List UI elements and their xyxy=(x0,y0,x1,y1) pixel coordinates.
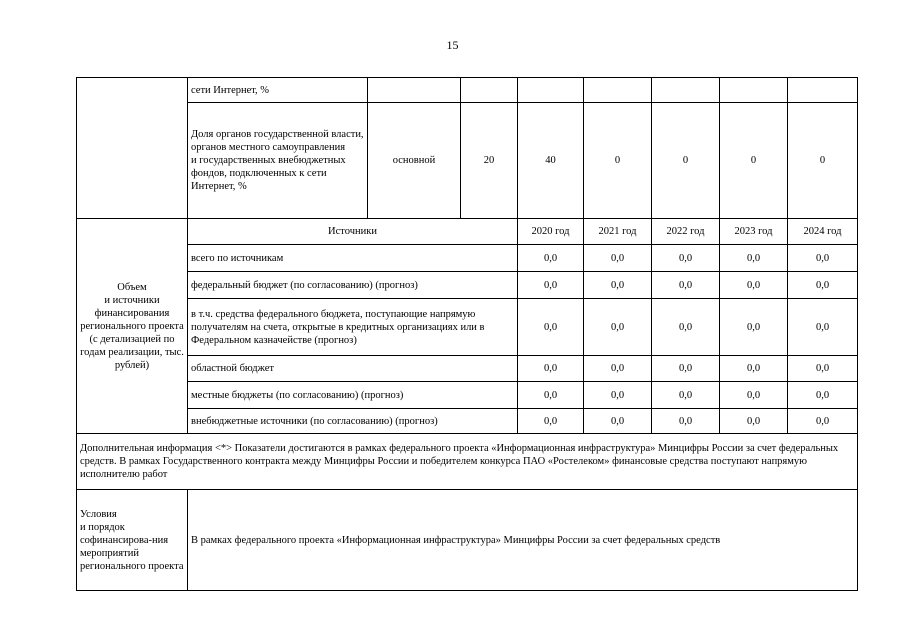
source-name: федеральный бюджет (по согласованию) (прогноз) xyxy=(188,272,518,299)
source-value: 0,0 xyxy=(584,409,652,434)
indicator-base xyxy=(461,78,518,103)
source-value: 0,0 xyxy=(788,382,858,409)
additional-info-row xyxy=(77,434,858,490)
indicator-value: 0 xyxy=(788,103,858,219)
source-value: 0,0 xyxy=(720,356,788,382)
source-value: 0,0 xyxy=(788,299,858,356)
indicator-value: 0 xyxy=(652,103,720,219)
page-number: 15 xyxy=(446,38,459,52)
source-value: 0,0 xyxy=(518,272,584,299)
indicator-value: 0 xyxy=(720,103,788,219)
source-value: 0,0 xyxy=(788,356,858,382)
indicator-value: 0 xyxy=(584,103,652,219)
source-value: 0,0 xyxy=(788,409,858,434)
year-header: 2024 год xyxy=(788,219,858,245)
source-value: 0,0 xyxy=(720,245,788,272)
financing-row xyxy=(77,299,858,356)
source-value: 0,0 xyxy=(518,382,584,409)
source-value: 0,0 xyxy=(788,272,858,299)
indicator-value xyxy=(788,78,858,103)
indicator-base: 20 xyxy=(461,103,518,219)
indicator-value xyxy=(518,78,584,103)
source-value: 0,0 xyxy=(584,356,652,382)
financing-header-row xyxy=(77,219,858,245)
cofinancing-text: В рамках федерального проекта «Информационная инфраструктура» Минцифры России за счет федеральных средств xyxy=(188,490,858,591)
source-value: 0,0 xyxy=(518,409,584,434)
indicator-label-cell xyxy=(77,78,188,219)
indicator-name: Доля органов государственной власти, органов местного самоуправления и государственных внебюджетных фондов, подключенных к сети Интернет, % xyxy=(188,103,368,219)
source-name: областной бюджет xyxy=(188,356,518,382)
source-value: 0,0 xyxy=(652,272,720,299)
indicator-row xyxy=(77,78,858,103)
source-value: 0,0 xyxy=(652,299,720,356)
year-header: 2023 год xyxy=(720,219,788,245)
indicator-value: 40 xyxy=(518,103,584,219)
source-value: 0,0 xyxy=(518,245,584,272)
source-value: 0,0 xyxy=(720,382,788,409)
cofinancing-label: Условия и порядок софинансирова-ния мероприятий регионального проекта xyxy=(77,490,188,591)
cofinancing-row xyxy=(77,490,858,591)
source-value: 0,0 xyxy=(652,382,720,409)
financing-row xyxy=(77,245,858,272)
indicator-value xyxy=(652,78,720,103)
project-table xyxy=(76,77,858,591)
year-header: 2021 год xyxy=(584,219,652,245)
source-value: 0,0 xyxy=(518,356,584,382)
source-value: 0,0 xyxy=(720,409,788,434)
source-value: 0,0 xyxy=(788,245,858,272)
source-name: всего по источникам xyxy=(188,245,518,272)
year-header: 2020 год xyxy=(518,219,584,245)
source-value: 0,0 xyxy=(584,245,652,272)
source-value: 0,0 xyxy=(584,299,652,356)
indicator-name: сети Интернет, % xyxy=(188,78,368,103)
indicator-type: основной xyxy=(368,103,461,219)
source-value: 0,0 xyxy=(584,272,652,299)
financing-row xyxy=(77,409,858,434)
source-value: 0,0 xyxy=(720,272,788,299)
source-value: 0,0 xyxy=(518,299,584,356)
source-value: 0,0 xyxy=(652,409,720,434)
indicator-value xyxy=(584,78,652,103)
indicator-value xyxy=(720,78,788,103)
financing-label: Объем и источники финансирования регионального проекта (с детализацией по годам реализации, тыс. рублей) xyxy=(77,219,188,434)
source-value: 0,0 xyxy=(584,382,652,409)
year-header: 2022 год xyxy=(652,219,720,245)
financing-row xyxy=(77,356,858,382)
source-name: местные бюджеты (по согласованию) (прогноз) xyxy=(188,382,518,409)
source-value: 0,0 xyxy=(720,299,788,356)
financing-row xyxy=(77,272,858,299)
indicator-type xyxy=(368,78,461,103)
source-name: внебюджетные источники (по согласованию) (прогноз) xyxy=(188,409,518,434)
additional-info: Дополнительная информация <*> Показатели достигаются в рамках федерального проекта «Информационная инфраструктура» Минцифры России за счет федеральных средств. В рамках Государственного контракта между Минцифры России и победителем конкурса ПАО «Ростелеком» финансовые средства поступают напрямую исполнителю работ xyxy=(77,434,858,490)
source-name: в т.ч. средства федерального бюджета, поступающие напрямую получателям на счета, открытые в кредитных организациях или в Федеральном казначействе (прогноз) xyxy=(188,299,518,356)
indicator-row xyxy=(77,103,858,219)
source-value: 0,0 xyxy=(652,245,720,272)
financing-row xyxy=(77,382,858,409)
sources-header: Источники xyxy=(188,219,518,245)
source-value: 0,0 xyxy=(652,356,720,382)
